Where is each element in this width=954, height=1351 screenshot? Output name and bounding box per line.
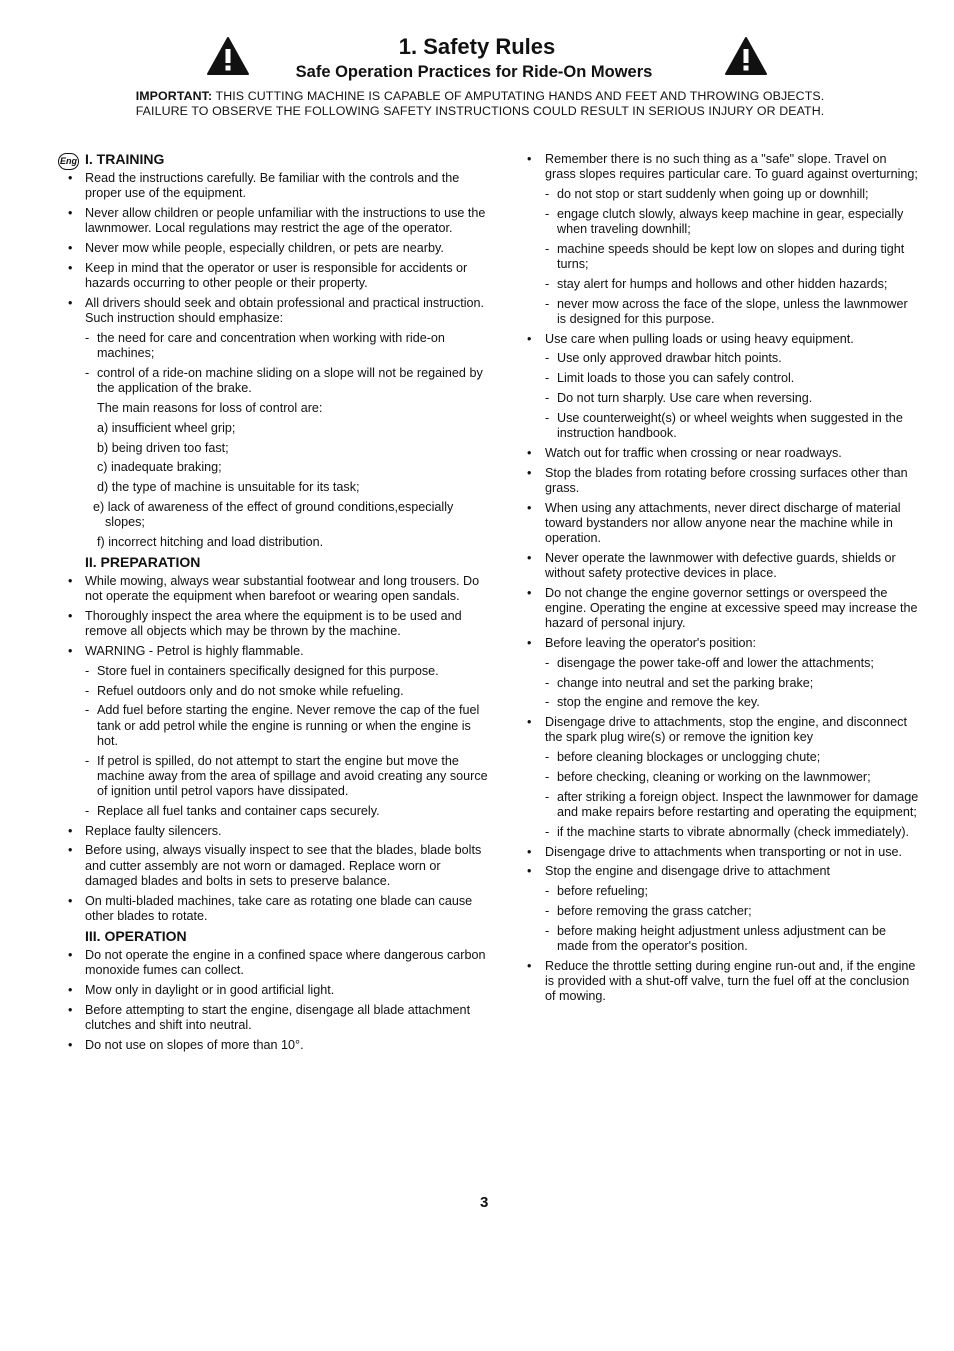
sub-list-item: - If petrol is spilled, do not attempt to start the engine but move the machine away from the area of spillage and avoid creating any source of ignition until petrol vapors have dissipated. [85,754,488,800]
sub-list-item: - Limit loads to those you can safely control. [545,371,920,386]
section-heading-operation: III. OPERATION [85,927,187,944]
important-text-2: FAILURE TO OBSERVE THE FOLLOWING SAFETY INSTRUCTIONS COULD RESULT IN SERIOUS INJURY OR DEATH. [135,104,825,118]
sub-list-item: - never mow across the face of the slope, unless the lawnmower is designed for this purpose. [545,297,920,327]
sub-list-item: - before cleaning blockages or unclogging chute; [545,750,920,765]
sub-list-item: - do not stop or start suddenly when going up or downhill; [545,187,920,202]
list-item: • Keep in mind that the operator or user is responsible for accidents or hazards occurring to other people or their property. [60,261,488,291]
section-heading-preparation: II. PREPARATION [85,553,201,570]
list-item: • Do not change the engine governor settings or overspeed the engine. Operating the engine at excessive speed may increase the hazard of personal injury. [520,586,920,632]
list-item: • Before using, always visually inspect to see that the blades, blade bolts and cutter assembly are not worn or damaged. Replace worn or damaged blades and bolts in sets to preserve balance. [60,843,488,889]
list-item: • Remember there is no such thing as a "safe" slope. Travel on grass slopes requires particular care. To guard against overturning; [520,152,920,182]
sub-list-item: - if the machine starts to vibrate abnormally (check immediately). [545,825,920,840]
sub-list-item: - engage clutch slowly, always keep machine in gear, especially when traveling downhill; [545,207,920,237]
list-item: • Reduce the throttle setting during engine run-out and, if the engine is provided with a shut-off valve, turn the fuel off at the conclusion of mowing. [520,959,920,1005]
sub-list-item: - after striking a foreign object. Inspect the lawnmower for damage and make repairs before restarting and operating the equipment; [545,790,920,820]
page-number: 3 [480,1194,489,1211]
left-column [60,152,488,1057]
sub-list-item: - Use only approved drawbar hitch points. [545,351,920,366]
list-item: • Before leaving the operator's position: [520,636,920,651]
sub-list-item: - disengage the power take-off and lower the attachments; [545,656,920,671]
list-item: • Disengage drive to attachments when transporting or not in use. [520,845,920,860]
list-item: • Disengage drive to attachments, stop the engine, and disconnect the spark plug wire(s) or remove the ignition key [520,715,920,745]
list-item: • WARNING - Petrol is highly flammable. [60,644,488,659]
sub-list-item: - Use counterweight(s) or wheel weights when suggested in the instruction handbook. [545,411,920,441]
list-item: • Never allow children or people unfamiliar with the instructions to use the lawnmower. Local regulations may restrict the age of the operator. [60,206,488,236]
sub-list-item: - Add fuel before starting the engine. Never remove the cap of the fuel tank or add petrol while the engine is running or when the engine is hot. [85,703,488,749]
sub-list-item: - before making height adjustment unless adjustment can be made from the operator's position. [545,924,920,954]
list-item: • Stop the blades from rotating before crossing surfaces other than grass. [520,466,920,496]
right-column [520,152,920,1009]
list-item: • Use care when pulling loads or using heavy equipment. [520,332,920,347]
sub-list-item: - machine speeds should be kept low on slopes and during tight turns; [545,242,920,272]
list-item: • When using any attachments, never direct discharge of material toward bystanders nor allow anyone near the machine while in operation. [520,501,920,547]
reason-item: c) inadequate braking; [97,460,222,475]
list-item: • Do not operate the engine in a confined space where dangerous carbon monoxide fumes can collect. [60,948,488,978]
sub-list-item: - Refuel outdoors only and do not smoke while refueling. [85,684,488,699]
list-item: • Never mow while people, especially children, or pets are nearby. [60,241,488,256]
important-notice [40,89,920,119]
reason-item: b) being driven too fast; [97,440,229,455]
list-item: • On multi-bladed machines, take care as rotating one blade can cause other blades to rotate. [60,894,488,924]
reason-item: e) lack of awareness of the effect of ground conditions,especially slopes; [93,499,454,530]
sub-list-item: - control of a ride-on machine sliding on a slope will not be regained by the application of the brake. [85,366,488,396]
list-item: • Watch out for traffic when crossing or near roadways. [520,446,920,461]
sub-list-item: - before removing the grass catcher; [545,904,920,919]
list-item: • Thoroughly inspect the area where the equipment is to be used and remove all objects which may be thrown by the machine. [60,609,488,639]
reason-item: d) the type of machine is unsuitable for its task; [97,480,360,495]
sub-list-item: - change into neutral and set the parking brake; [545,676,920,691]
list-item: • All drivers should seek and obtain professional and practical instruction. Such instruction should emphasize: [60,296,488,326]
sub-list-item: - stop the engine and remove the key. [545,695,920,710]
list-item: • Before attempting to start the engine, disengage all blade attachment clutches and shift into neutral. [60,1003,488,1033]
language-badge: Eng [58,153,79,170]
list-item: • Replace faulty silencers. [60,824,488,839]
reason-item: a) insufficient wheel grip; [97,420,236,435]
page-title: 1. Safety Rules [398,34,556,59]
list-item: • Never operate the lawnmower with defective guards, shields or without safety protective devices in place. [520,551,920,581]
section-heading-training: I. TRAINING [85,151,165,167]
sub-list-item: - the need for care and concentration when working with ride-on machines; [85,331,488,361]
important-line-1 [40,89,920,104]
list-item: • Do not use on slopes of more than 10°. [60,1038,488,1053]
page-subtitle: Safe Operation Practices for Ride-On Mowers [295,63,653,81]
reason-item: f) incorrect hitching and load distribution. [97,534,324,549]
list-item: • Stop the engine and disengage drive to attachment [520,864,920,879]
important-text-1: THIS CUTTING MACHINE IS CAPABLE OF AMPUTATING HANDS AND FEET AND THROWING OBJECTS. [215,89,825,103]
reasons-intro: The main reasons for loss of control are: [97,401,323,415]
sub-list-item: - before checking, cleaning or working on the lawnmower; [545,770,920,785]
sub-list-item: - Replace all fuel tanks and container caps securely. [85,804,488,819]
list-item: • Mow only in daylight or in good artificial light. [60,983,488,998]
sub-list-item: - stay alert for humps and hollows and other hidden hazards; [545,277,920,292]
list-item: • Read the instructions carefully. Be familiar with the controls and the proper use of the equipment. [60,171,488,201]
sub-list-item: - before refueling; [545,884,920,899]
important-label: IMPORTANT: [135,89,213,103]
sub-list-item: - Store fuel in containers specifically designed for this purpose. [85,664,488,679]
sub-list-item: - Do not turn sharply. Use care when reversing. [545,391,920,406]
list-item: • While mowing, always wear substantial footwear and long trousers. Do not operate the equipment when barefoot or wearing open sandals. [60,574,488,604]
